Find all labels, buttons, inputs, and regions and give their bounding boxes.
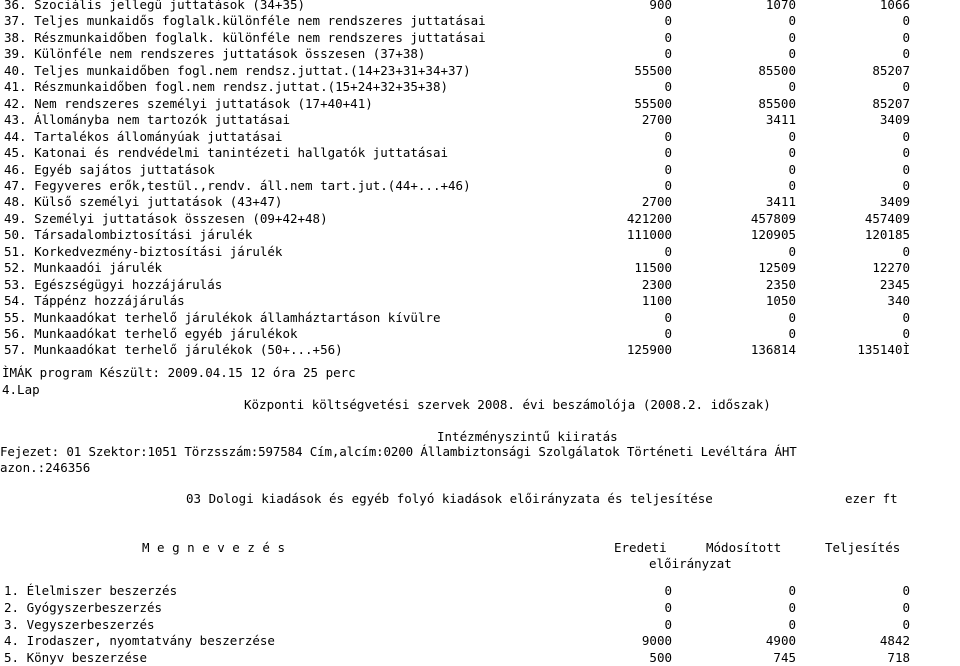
row-value-actual: 12270	[872, 260, 910, 276]
table-row	[0, 161, 960, 178]
row-label: 42. Nem rendszeres személyi juttatások (17+40+41)	[4, 95, 373, 111]
row-label: 41. Részmunkaidőben fogl.nem rendsz.juttat.(15+24+32+35+38)	[4, 79, 449, 95]
row-value-actual: 1066	[879, 0, 910, 12]
table-row	[0, 177, 960, 194]
table-row	[0, 276, 960, 293]
row-label: 49. Személyi juttatások összesen (09+42+48)	[4, 210, 328, 226]
row-value-actual: 0	[902, 326, 910, 341]
row-value-original: 55500	[634, 62, 672, 78]
unit-label: ezer ft	[845, 491, 898, 506]
row-value-original: 0	[664, 79, 672, 95]
table-row	[0, 632, 960, 649]
program-line: ÌMÁK program Készült: 2009.04.15 12 óra 25 perc	[2, 365, 356, 380]
row-value-modified: 0	[788, 583, 796, 598]
row-label: 57. Munkaadókat terhelő járulékok (50+...+56)	[4, 342, 343, 358]
row-value-modified: 12509	[758, 260, 796, 276]
table-row	[0, 210, 960, 227]
row-value-actual: 0	[902, 616, 910, 632]
row-value-actual: 457409	[864, 210, 910, 226]
row-label: 40. Teljes munkaidőben fogl.nem rendsz.juttat.(14+23+31+34+37)	[4, 62, 471, 78]
row-value-actual: 0	[902, 599, 910, 615]
row-label: 45. Katonai és rendvédelmi tanintézeti hallgatók juttatásai	[4, 145, 449, 161]
row-label: 56. Munkaadókat terhelő egyéb járulékok	[4, 326, 298, 341]
page-number: 4.Lap	[2, 382, 40, 397]
row-value-modified: 1050	[765, 293, 796, 309]
table-row	[0, 45, 960, 62]
row-label: 36. Szociális jellegű juttatások (34+35)	[4, 0, 306, 12]
row-label: 38. Részmunkaidőben foglalk. különféle nem rendszeres juttatásai	[4, 29, 486, 45]
row-value-actual: 0	[902, 145, 910, 161]
row-value-actual: 0	[902, 79, 910, 95]
row-value-actual: 2345	[879, 276, 910, 292]
column-header-original: Eredeti	[614, 540, 667, 555]
table-row	[0, 309, 960, 326]
table-row	[0, 111, 960, 128]
row-value-modified: 745	[773, 650, 796, 666]
row-value-modified: 1070	[765, 0, 796, 12]
row-value-original: 0	[664, 599, 672, 615]
row-value-modified: 0	[788, 13, 796, 29]
row-value-original: 0	[664, 161, 672, 177]
row-value-original: 421200	[626, 210, 672, 226]
row-value-actual: 3409	[879, 112, 910, 128]
row-label: 46. Egyéb sajátos juttatások	[4, 161, 215, 177]
row-value-actual: 135140Ì	[857, 342, 910, 358]
row-label: 55. Munkaadókat terhelő járulékok államháztartáson kívülre	[4, 309, 441, 325]
row-value-modified: 0	[788, 29, 796, 45]
row-value-modified: 85500	[758, 95, 796, 111]
row-label: 50. Társadalombiztosítási járulék	[4, 227, 253, 243]
row-value-original: 2700	[641, 194, 672, 210]
row-value-actual: 0	[902, 128, 910, 144]
table-row	[0, 95, 960, 112]
row-value-original: 900	[649, 0, 672, 12]
row-label: 3. Vegyszerbeszerzés	[4, 616, 155, 632]
row-value-original: 55500	[634, 95, 672, 111]
row-value-actual: 85207	[872, 95, 910, 111]
row-value-actual: 0	[902, 29, 910, 45]
row-value-actual: 718	[887, 650, 910, 666]
table-row	[0, 62, 960, 79]
row-value-actual: 0	[902, 177, 910, 193]
row-label: 4. Irodaszer, nyomtatvány beszerzése	[4, 633, 275, 649]
row-value-actual: 0	[902, 46, 910, 62]
row-value-original: 0	[664, 616, 672, 632]
row-value-original: 0	[664, 243, 672, 259]
row-value-original: 0	[664, 309, 672, 325]
row-value-original: 0	[664, 583, 672, 598]
row-value-actual: 0	[902, 243, 910, 259]
row-value-modified: 0	[788, 243, 796, 259]
row-value-original: 2300	[641, 276, 672, 292]
table-row	[0, 12, 960, 29]
row-value-modified: 457809	[750, 210, 796, 226]
row-value-modified: 4900	[765, 633, 796, 649]
table-row	[0, 128, 960, 145]
table-row	[0, 649, 960, 666]
table-row	[0, 292, 960, 309]
row-value-actual: 3409	[879, 194, 910, 210]
row-value-modified: 2350	[765, 276, 796, 292]
row-value-actual: 0	[902, 309, 910, 325]
row-label: 43. Állományba nem tartozók juttatásai	[4, 112, 290, 128]
row-label: 1. Élelmiszer beszerzés	[4, 583, 178, 598]
table-row	[0, 243, 960, 260]
table-row	[0, 0, 960, 13]
table-row	[0, 226, 960, 243]
row-value-modified: 0	[788, 79, 796, 95]
row-value-modified: 136814	[750, 342, 796, 358]
row-label: 52. Munkaadói járulék	[4, 260, 163, 276]
row-value-actual: 4842	[879, 633, 910, 649]
row-value-modified: 3411	[765, 194, 796, 210]
row-value-modified: 0	[788, 599, 796, 615]
table-row	[0, 259, 960, 276]
table-row	[0, 78, 960, 95]
row-value-actual: 0	[902, 583, 910, 598]
row-label: 39. Különféle nem rendszeres juttatások összesen (37+38)	[4, 46, 426, 62]
info-line-2: azon.:246356	[0, 460, 91, 475]
row-value-actual: 120185	[864, 227, 910, 243]
row-value-original: 0	[664, 177, 672, 193]
row-value-original: 0	[664, 326, 672, 341]
column-header-actual: Teljesítés	[825, 540, 901, 555]
row-value-original: 0	[664, 13, 672, 29]
row-value-actual: 85207	[872, 62, 910, 78]
report-title: Központi költségvetési szervek 2008. évi beszámolója (2008.2. időszak)	[244, 397, 771, 412]
row-label: 51. Korkedvezmény-biztosítási járulék	[4, 243, 283, 259]
row-value-modified: 0	[788, 46, 796, 62]
row-value-modified: 0	[788, 145, 796, 161]
row-label: 5. Könyv beszerzése	[4, 650, 147, 666]
row-value-modified: 0	[788, 161, 796, 177]
row-value-modified: 0	[788, 326, 796, 341]
column-header-appropriation: előirányzat	[649, 556, 732, 571]
table-row	[0, 616, 960, 633]
column-header-name: M e g n e v e z é s	[142, 540, 285, 555]
table-row	[0, 144, 960, 161]
row-label: 53. Egészségügyi hozzájárulás	[4, 276, 223, 292]
row-value-modified: 3411	[765, 112, 796, 128]
table-row	[0, 599, 960, 616]
row-label: 54. Táppénz hozzájárulás	[4, 293, 185, 309]
row-value-original: 11500	[634, 260, 672, 276]
section-title: 03 Dologi kiadások és egyéb folyó kiadások előirányzata és teljesítése	[186, 491, 713, 506]
row-value-original: 111000	[626, 227, 672, 243]
table-row	[0, 341, 960, 358]
row-label: 2. Gyógyszerbeszerzés	[4, 599, 163, 615]
row-value-actual: 0	[902, 13, 910, 29]
table-row	[0, 193, 960, 210]
table-row	[0, 29, 960, 46]
row-value-actual: 0	[902, 161, 910, 177]
table-row	[0, 325, 960, 342]
row-value-original: 2700	[641, 112, 672, 128]
row-value-original: 1100	[641, 293, 672, 309]
row-value-modified: 0	[788, 309, 796, 325]
row-value-actual: 340	[887, 293, 910, 309]
row-label: 37. Teljes munkaidős foglalk.különféle nem rendszeres juttatásai	[4, 13, 486, 29]
row-label: 44. Tartalékos állományúak juttatásai	[4, 128, 283, 144]
row-value-original: 0	[664, 128, 672, 144]
row-value-modified: 0	[788, 177, 796, 193]
report-subtitle: Intézményszintű kiiratás	[437, 429, 618, 444]
row-value-original: 0	[664, 29, 672, 45]
row-value-original: 0	[664, 46, 672, 62]
row-value-modified: 120905	[750, 227, 796, 243]
row-value-modified: 0	[788, 616, 796, 632]
row-value-original: 500	[649, 650, 672, 666]
row-value-modified: 85500	[758, 62, 796, 78]
row-value-original: 0	[664, 145, 672, 161]
row-label: 47. Fegyveres erők,testül.,rendv. áll.nem tart.jut.(44+...+46)	[4, 177, 471, 193]
row-value-modified: 0	[788, 128, 796, 144]
column-header-modified: Módosított	[706, 540, 782, 555]
row-label: 48. Külső személyi juttatások (43+47)	[4, 194, 283, 210]
info-line-1: Fejezet: 01 Szektor:1051 Törzsszám:597584 Cím,alcím:0200 Állambiztonsági Szolgálatok Történeti Levéltára ÁHT	[0, 444, 797, 459]
row-value-original: 9000	[641, 633, 672, 649]
row-value-original: 125900	[626, 342, 672, 358]
table-row	[0, 582, 960, 599]
